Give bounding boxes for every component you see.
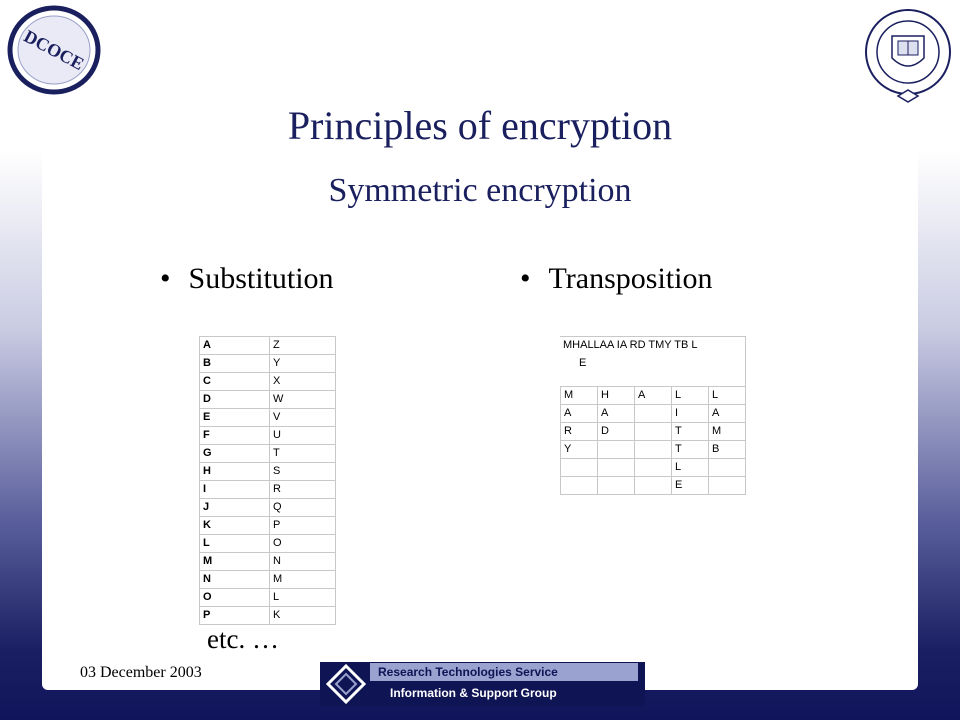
grid-cell — [635, 477, 672, 495]
ciphertext-cell: Y — [270, 355, 336, 373]
footer-date: 03 December 2003 — [80, 664, 202, 681]
grid-cell — [561, 459, 598, 477]
table-row — [200, 535, 336, 553]
bullet-substitution — [160, 262, 334, 296]
dcoce-logo-text: DCOCE — [20, 25, 88, 75]
ciphertext-line-1: MHALLAA IA RD TMY TB L — [563, 339, 698, 351]
grid-cell: A — [598, 405, 635, 423]
ciphertext-line-2: E — [579, 357, 587, 369]
grid-cell — [598, 477, 635, 495]
ciphertext-cell: M — [270, 571, 336, 589]
plaintext-cell: F — [200, 427, 270, 445]
ciphertext-cell: W — [270, 391, 336, 409]
ciphertext-cell: K — [270, 607, 336, 625]
content-panel — [42, 180, 918, 690]
transposition-header — [560, 336, 746, 386]
plaintext-cell: O — [200, 589, 270, 607]
table-row — [200, 373, 336, 391]
table-row — [561, 405, 746, 423]
grid-cell: T — [672, 423, 709, 441]
ciphertext-cell: S — [270, 463, 336, 481]
substitution-table — [199, 336, 336, 625]
oxford-seal-logo — [862, 6, 954, 106]
ciphertext-cell: O — [270, 535, 336, 553]
grid-cell: H — [598, 387, 635, 405]
grid-cell — [561, 477, 598, 495]
plaintext-cell: K — [200, 517, 270, 535]
table-row — [200, 481, 336, 499]
table-row — [561, 423, 746, 441]
plaintext-cell: H — [200, 463, 270, 481]
grid-cell — [635, 459, 672, 477]
ciphertext-cell: Q — [270, 499, 336, 517]
ciphertext-cell: N — [270, 553, 336, 571]
ciphertext-cell: L — [270, 589, 336, 607]
ciphertext-cell: P — [270, 517, 336, 535]
grid-cell — [635, 423, 672, 441]
plaintext-cell: M — [200, 553, 270, 571]
slide-subtitle: Symmetric encryption — [328, 172, 632, 209]
bullet-dot: • — [160, 262, 171, 295]
table-row — [200, 427, 336, 445]
etc-text: etc. … — [207, 624, 279, 654]
transposition-table — [560, 386, 746, 495]
transposition-block — [560, 336, 746, 494]
bullet-label: Transposition — [548, 262, 713, 295]
banner-line-1: Research Technologies Service — [370, 663, 638, 681]
grid-cell: M — [561, 387, 598, 405]
ciphertext-cell: R — [270, 481, 336, 499]
grid-cell — [598, 441, 635, 459]
grid-cell: I — [672, 405, 709, 423]
plaintext-cell: G — [200, 445, 270, 463]
ciphertext-cell: Z — [270, 337, 336, 355]
plaintext-cell: B — [200, 355, 270, 373]
grid-cell: E — [672, 477, 709, 495]
plaintext-cell: C — [200, 373, 270, 391]
table-row — [200, 445, 336, 463]
table-row — [200, 571, 336, 589]
table-row — [200, 607, 336, 625]
grid-cell: L — [672, 387, 709, 405]
grid-cell: Y — [561, 441, 598, 459]
table-row — [561, 441, 746, 459]
table-row — [200, 409, 336, 427]
ciphertext-cell: X — [270, 373, 336, 391]
plaintext-cell: I — [200, 481, 270, 499]
bullet-label: Substitution — [188, 262, 334, 295]
table-row — [200, 355, 336, 373]
banner-line-2: Information & Support Group — [390, 686, 557, 700]
table-row — [200, 499, 336, 517]
footer-banner — [320, 662, 645, 706]
grid-cell: L — [672, 459, 709, 477]
grid-cell: T — [672, 441, 709, 459]
plaintext-cell: J — [200, 499, 270, 517]
grid-cell: R — [561, 423, 598, 441]
grid-cell: L — [709, 387, 746, 405]
bullet-dot: • — [520, 262, 531, 295]
grid-cell — [635, 441, 672, 459]
dcoce-logo — [6, 4, 102, 96]
table-row — [200, 391, 336, 409]
grid-cell: M — [709, 423, 746, 441]
rts-diamond-icon — [326, 664, 366, 704]
slide-title: Principles of encryption — [287, 103, 673, 148]
plaintext-cell: D — [200, 391, 270, 409]
plaintext-cell: L — [200, 535, 270, 553]
grid-cell: B — [709, 441, 746, 459]
grid-cell: A — [635, 387, 672, 405]
table-row — [561, 477, 746, 495]
plaintext-cell: P — [200, 607, 270, 625]
table-row — [561, 459, 746, 477]
table-row — [200, 463, 336, 481]
bullet-transposition — [520, 262, 712, 296]
grid-cell: D — [598, 423, 635, 441]
grid-cell: A — [709, 405, 746, 423]
grid-cell: A — [561, 405, 598, 423]
table-row — [200, 553, 336, 571]
plaintext-cell: N — [200, 571, 270, 589]
grid-cell — [709, 459, 746, 477]
table-row — [200, 337, 336, 355]
ciphertext-cell: T — [270, 445, 336, 463]
ciphertext-cell: U — [270, 427, 336, 445]
table-row — [561, 387, 746, 405]
grid-cell — [598, 459, 635, 477]
table-row — [200, 517, 336, 535]
ciphertext-cell: V — [270, 409, 336, 427]
plaintext-cell: E — [200, 409, 270, 427]
grid-cell — [709, 477, 746, 495]
plaintext-cell: A — [200, 337, 270, 355]
grid-cell — [635, 405, 672, 423]
table-row — [200, 589, 336, 607]
